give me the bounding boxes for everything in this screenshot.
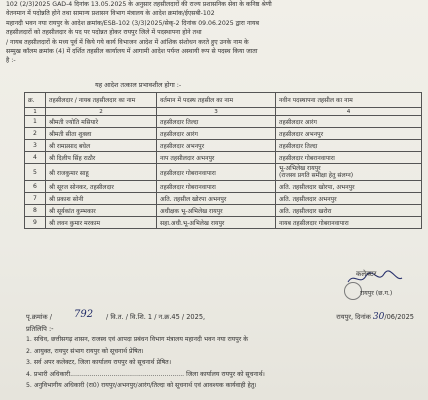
intro-line: है :- xyxy=(6,57,16,65)
header-name: तहसीलदार / नायब तहसीलदार का नाम xyxy=(46,93,157,108)
table-row xyxy=(25,181,422,193)
list-item: 3. सर्व अपर कलेक्टर, जिला कार्यालय रायपुर को सूचनार्थ प्रेषित। xyxy=(26,359,172,366)
cell-current: तहसीलदार आरंग xyxy=(157,128,276,140)
cell-new-line: (राजस्व प्रगति समीक्षा हेतु संलग्न) xyxy=(279,172,354,179)
cell-current: तहसीलदार तिल्दा xyxy=(157,116,276,128)
date-label: रायपुर, दिनांक xyxy=(336,313,371,321)
cell-name: श्री रामप्रसाद बघेल xyxy=(46,140,157,152)
column-number: 4 xyxy=(276,108,422,116)
endorsement-line xyxy=(26,309,424,324)
table-row xyxy=(25,205,422,217)
cell-serial: 4 xyxy=(25,152,46,164)
cell-current: अधीक्षक भू-अभिलेख रायपुर xyxy=(157,205,276,217)
header-current: वर्तमान में पदस्थ तहसील का नाम xyxy=(157,93,276,108)
column-number: 2 xyxy=(46,108,157,116)
intro-line: / नायब तहसीलदारों के मध्य पूर्व में किये गये कार्य विभाजन आदेश में आंशिक संशोधन करते हुए उनके नाम के xyxy=(6,38,249,46)
cell-new: अति. तहसीलदार खोरपा, अभनपुर xyxy=(276,181,422,193)
intro-line: महानदी भवन नया रायपुर के आदेश क्रमांक/ESB-102 (3/3)2025/सेक्-2 दिनांक 09.06.2025 द्वारा नायब xyxy=(6,19,260,27)
column-number: 3 xyxy=(157,108,276,116)
cell-new: तहसीलदार तिल्दा xyxy=(276,140,422,152)
cell-current: तहसीलदार गोबरानवापारा xyxy=(157,181,276,193)
table-row xyxy=(25,164,422,181)
intro-paragraph xyxy=(6,0,424,66)
table-row xyxy=(25,128,422,140)
cell-serial: 6 xyxy=(25,181,46,193)
cell-serial: 8 xyxy=(25,205,46,217)
date-rest: /06/2025 xyxy=(384,313,414,321)
table-header-row xyxy=(25,93,422,108)
cell-name: श्री सूरज सोनकर, तहसीलदार xyxy=(46,181,157,193)
copies-heading: प्रतिलिपि :- xyxy=(26,325,54,333)
header-new: नवीन पदस्थापना तहसील का नाम xyxy=(276,93,422,108)
endorsement-file-ref: / वि.त. / वि.शि. 1 / न.क्र.45 / 2025, xyxy=(106,313,206,321)
cell-new: तहसीलदार अभनपुर xyxy=(276,128,422,140)
intro-line: तहसीलदारों को तहसीलदार के पद पर पदोन्नत होकर रायपुर जिले में पदस्थापना होने तथा xyxy=(6,29,202,37)
list-item: 5. अनुविभागीय अधिकारी (रा0) रायपुर/अभनपुर/आरंग/तिल्दा को सूचनार्थ एवं आवश्यक कार्यवाही हेतु। xyxy=(26,382,257,389)
list-item: 1. सचिव, छत्तीसगढ़ शासन, राजस्व एवं आपदा प्रबंधन विभाग मंत्रालय महानदी भवन नया रायपुर के xyxy=(26,336,249,343)
column-number: 1 xyxy=(25,108,46,116)
cell-name: श्री प्रकाश सोनी xyxy=(46,193,157,205)
intro-line: सम्मुख कॉलम क्रमांक (4) में दर्शित तहसील कार्यालय में आगामी आदेश पर्यन्त अस्थायी रूप से पदस्थ किया जाता xyxy=(6,48,258,56)
cell-new-line: भू-अभिलेख रायपुर xyxy=(279,165,321,172)
copies-list xyxy=(26,334,424,392)
signatory-title: कलेक्टर xyxy=(356,270,377,278)
cell-new: नायब तहसीलदार गोबरानवापारा xyxy=(276,217,422,229)
cell-new: अति. तहसीलदार अभनपुर xyxy=(276,193,422,205)
intro-line: 102 (2/3)2025 GAD-4 दिनांक 13.05.2025 के अनुसार तहसीलदारों की राज्य प्रशासनिक सेवा के कनिष्ठ श्रेणी xyxy=(6,1,272,8)
cell-name: श्री सूर्यकांत कुम्भकार xyxy=(46,205,157,217)
cell-serial: 9 xyxy=(25,217,46,229)
cell-serial: 3 xyxy=(25,140,46,152)
cell-new: तहसीलदार गोबरानवापारा xyxy=(276,152,422,164)
cell-name: श्री लवन कुमार मरकाम xyxy=(46,217,157,229)
cell-current: नाप तहसीलदार अभनपुर xyxy=(157,152,276,164)
intro-line: वेतनमान में पदोन्नति होने तथा सामान्य प्रशासन विभाग मंत्रालय के आदेश क्रमांक/ईएसबी-102 xyxy=(6,10,215,18)
date-handwritten: 30 xyxy=(372,312,385,322)
cell-new: तहसीलदार आरंग xyxy=(276,116,422,128)
cell-serial: 2 xyxy=(25,128,46,140)
table-row xyxy=(25,217,422,229)
table-row xyxy=(25,152,422,164)
header-serial: क्र. xyxy=(25,93,46,108)
cell-name: श्रीमती सीता शुक्ला xyxy=(46,128,157,140)
cell-new xyxy=(276,164,422,181)
endorsement-number: 792 xyxy=(74,309,94,320)
cell-name: श्रीमती ज्योति मसियारे xyxy=(46,116,157,128)
cell-serial: 5 xyxy=(25,164,46,181)
table-row xyxy=(25,193,422,205)
posting-table xyxy=(24,92,422,229)
endorsement-prefix: पृ.क्रमांक / xyxy=(26,313,52,321)
cell-name: श्री दिलीप सिंह राठौर xyxy=(46,152,157,164)
cell-current: तहसीलदार अभनपुर xyxy=(157,140,276,152)
cell-current: तहसीलदार गोबरानवापारा xyxy=(157,164,276,181)
cell-new: अति. तहसीलदार खरोरा xyxy=(276,205,422,217)
table-row xyxy=(25,140,422,152)
effective-note: यह आदेश तत्काल प्रभावशील होगा :- xyxy=(95,81,182,89)
cell-serial: 7 xyxy=(25,193,46,205)
list-item: 2. आयुक्त, रायपुर संभाग रायपुर को सूचनार्थ प्रेषित। xyxy=(26,347,144,355)
table-row xyxy=(25,116,422,128)
signatory-location: रायपुर (छ.ग.) xyxy=(360,290,393,297)
column-number-row xyxy=(25,108,422,116)
cell-name: श्री राजकुमार साहू xyxy=(46,164,157,181)
cell-serial: 1 xyxy=(25,116,46,128)
cell-current: सहा.अधी.भू-अभिलेख रायपुर xyxy=(157,217,276,229)
list-item: 4. प्रभारी अधिकारी.......................................................... जिला कार्यालय रायपुर को सूचनार्थ। xyxy=(26,370,265,378)
cell-current: अति. तहसील खोरपा अभनपुर xyxy=(157,193,276,205)
signature-block xyxy=(330,268,425,308)
endorsement-date xyxy=(336,312,414,322)
